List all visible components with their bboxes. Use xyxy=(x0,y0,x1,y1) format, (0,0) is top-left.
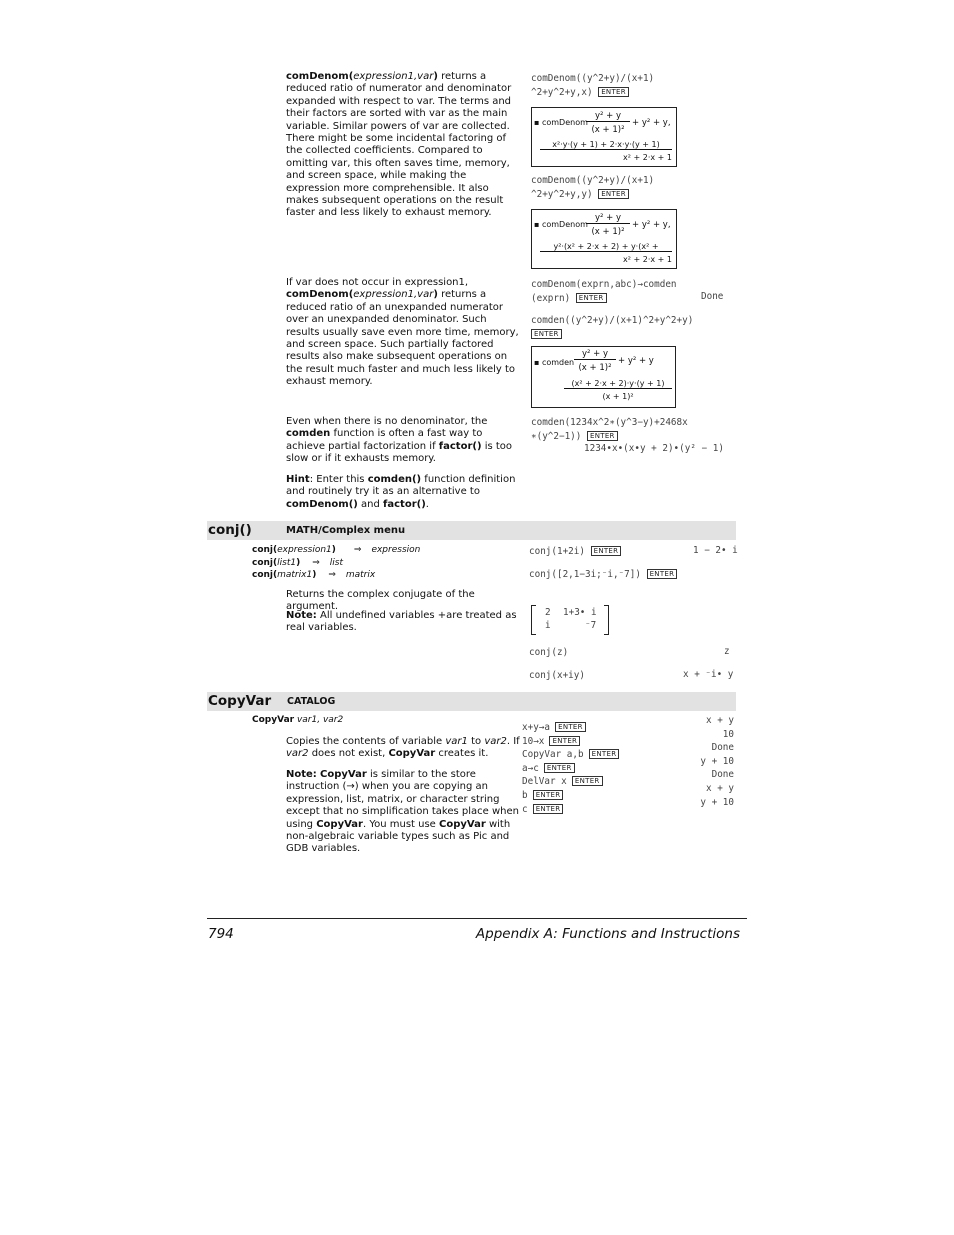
copyvar-syntax: CopyVar var1, var2 xyxy=(252,715,344,725)
calc-screen-3: ▪ comden y² + y (x + 1)² + y² + y (x² + 2·x + 2)·y·(y + 1) (x + 1)² xyxy=(531,346,676,408)
comdenom-para-2: If var does not occur in expression1, comDenom(expression1,var) returns a reduced ratio of an unexpanded numerator over an unexpanded denominator. Such results usually save even more time, memory, and screen space. Such partially factored results also make subsequent operations on the result much faster and much less likely to exhaust memory. xyxy=(286,277,519,388)
copyvar-examples xyxy=(522,715,734,815)
enter-key: ENTER xyxy=(533,804,564,814)
copyvar-menu-path: CATALOG xyxy=(287,696,336,707)
copyvar-example-row: 10→x ENTER 10 xyxy=(522,728,734,747)
copyvar-description: Copies the contents of variable var1 to var2. If var2 does not exist, CopyVar creates it. xyxy=(286,736,520,760)
conj-example-4-result: x + ⁻i• y xyxy=(683,669,734,680)
page-number: 794 xyxy=(208,926,234,942)
enter-key: ENTER xyxy=(647,569,678,579)
copyvar-example-row: x+y→a ENTER x + y xyxy=(522,715,734,733)
conj-example-1: conj(1+2i) ENTER xyxy=(529,545,621,559)
conj-syntax-line: conj(matrix1) ⇒ matrix xyxy=(252,570,376,580)
comdenom-example-3a: comDenom(exprn,abc)→comden (exprn) ENTER xyxy=(531,279,677,304)
calc-screen-2: ▪ comDenom y² + y (x + 1)² + y² + y, y²·(x² + 2·x + 2) + y·(x² + x² + 2·x + 1 xyxy=(531,209,677,269)
footer-rule xyxy=(207,918,747,919)
comdenom-example-2: comDenom((y^2+y)/(x+1) ^2+y^2+y,y) ENTER xyxy=(531,175,655,200)
enter-key: ENTER xyxy=(589,749,620,759)
copyvar-title: CopyVar xyxy=(208,693,272,709)
enter-key: ENTER xyxy=(587,431,618,441)
conj-example-2: conj([2,1−3i;⁻i,⁻7]) ENTER xyxy=(529,568,677,582)
conj-example-3: conj(z) xyxy=(529,647,569,658)
comdenom-example-3a-result: Done xyxy=(701,291,724,302)
comdenom-para-3: Even when there is no denominator, the comden function is often a fast way to achieve partial factorization if factor() is too slow or if it exhausts memory. xyxy=(286,416,513,465)
footer-title: Appendix A: Functions and Instructions xyxy=(475,926,740,942)
copyvar-example-row: CopyVar a,b ENTER Done xyxy=(522,742,734,761)
calc-screen-1: ▪ comDenom y² + y (x + 1)² + y² + y, x²·y·(y + 1) + 2·x·y·(y + 1) x² + 2·x + 1 xyxy=(531,107,677,167)
enter-key: ENTER xyxy=(572,776,603,786)
comdenom-example-4-result: 1234•x•(x•y + 2)•(y² − 1) xyxy=(584,443,724,454)
copyvar-header-bar xyxy=(207,692,736,711)
enter-key: ENTER xyxy=(598,87,629,97)
conj-matrix-result: 2 1+3• i i ⁻7 xyxy=(531,605,609,635)
copyvar-example-row: a→c ENTER y + 10 xyxy=(522,755,734,774)
enter-key: ENTER xyxy=(598,189,629,199)
copyvar-example-row: DelVar x ENTER Done xyxy=(522,769,734,788)
copyvar-note: Note: CopyVar is similar to the store instruction (→) when you are copying an expression, list, matrix, or character string except that no simplification takes place when using CopyVar. You must use CopyVar with non-algebraic variable types such as Pic and GDB variables. xyxy=(286,769,519,855)
enter-key: ENTER xyxy=(576,293,607,303)
comdenom-example-3b: comden((y^2+y)/(x+1)^2+y^2+y) ENTER xyxy=(531,315,694,338)
conj-example-1-result: 1 − 2• i xyxy=(693,545,738,556)
enter-key: ENTER xyxy=(555,722,586,732)
conj-menu-path: MATH/Complex menu xyxy=(286,525,406,536)
enter-key: ENTER xyxy=(533,790,564,800)
conj-syntax xyxy=(252,544,420,582)
conj-description: Returns the complex conjugate of the argument. xyxy=(286,589,475,613)
conj-header-bar xyxy=(207,521,736,540)
conj-syntax-line: conj(expression1) ⇒ expression xyxy=(252,545,421,555)
enter-key: ENTER xyxy=(544,763,575,773)
enter-key: ENTER xyxy=(531,329,562,339)
conj-note: Note: All undefined variables +are treated as real variables. xyxy=(286,610,517,634)
comdenom-example-1: comDenom((y^2+y)/(x+1) ^2+y^2+y,x) ENTER xyxy=(531,73,655,98)
copyvar-example-row: b ENTER x + y xyxy=(522,782,734,801)
comdenom-hint: Hint: Enter this comden() function definition and routinely try it as an alternative to comDenom() and factor(). xyxy=(286,474,516,510)
copyvar-example-row: c ENTER y + 10 xyxy=(522,796,734,815)
enter-key: ENTER xyxy=(549,736,580,746)
enter-key: ENTER xyxy=(591,546,622,556)
conj-syntax-line: conj(list1) ⇒ list xyxy=(252,557,343,568)
comdenom-example-4: comden(1234x^2∗(y^3−y)+2468x ∗(y^2−1)) ENTER xyxy=(531,417,688,442)
comdenom-para-1: comDenom(expression1,var) returns a reduced ratio of numerator and denominator expanded with respect to var. The terms and their factors are sorted with var as the main variable. Similar powers of var are collected. There might be some incidental factoring of the collected coefficients. Compared to omitting var, this often saves time, memory, and screen space, while making the expression more comprehensible. It also makes subsequent operations on the result faster and less likely to exhaust memory. xyxy=(286,71,512,219)
conj-example-3-result: z xyxy=(724,646,730,657)
conj-example-4: conj(x+iy) xyxy=(529,670,585,681)
conj-title: conj() xyxy=(208,522,252,538)
